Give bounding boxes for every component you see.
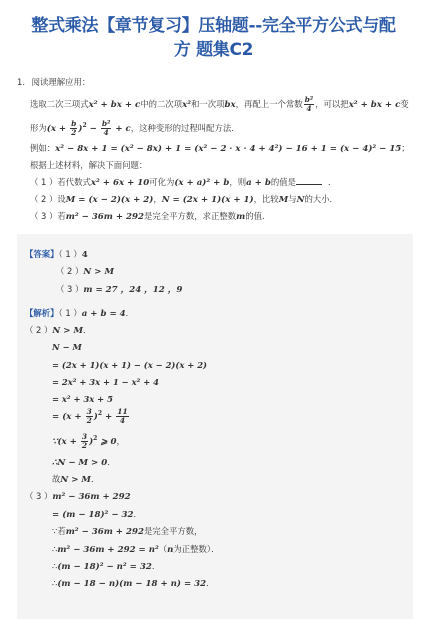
analysis-step: ∴(m − 18)² − n² = 32．	[52, 561, 161, 572]
question-lead: 1. 阅读理解应用：	[17, 77, 91, 87]
question-part-1: （ 1 ）若代数式x² + 6x + 10可化为(x + a)² + b，则a + b的值是 ．	[30, 177, 337, 188]
analysis-step: ∴N − M > 0．	[52, 457, 116, 468]
question-line-1: 选取二次三项式x² + bx + c中的二次项x²和一次项bx，再配上一个常数 $\frac{\text{b²}}{4}$ ，可以把x² + bx + c变	[30, 95, 409, 113]
question-line-4: 根据上述材料，解决下面问题：	[30, 160, 148, 170]
analysis-step: = (m − 18)² − 32．	[52, 509, 142, 520]
document-title	[0, 14, 427, 62]
analysis-step: ∵(x + $\frac{3}{2}$ )$^2$ ⩾ 0，	[52, 432, 125, 450]
title-line-1: 整式乘法【章节复习】压轴题--完全平方公式与配	[31, 16, 396, 36]
fraction: $\frac{\text{b²}}{4}$	[304, 95, 314, 113]
analysis-step: 故N > M．	[52, 474, 100, 485]
analysis-step: ∵若m² − 36m + 292是完全平方数，	[52, 526, 203, 537]
analysis-part-1: 【解析】（ 1 ）a + b = 4．	[25, 308, 135, 319]
analysis-step: = 2x² + 3x + 1 − x² + 4	[52, 377, 159, 387]
fraction: $\frac{3}{2}$	[81, 432, 88, 450]
analysis-step: = (2x + 1)(x + 1) − (x − 2)(x + 2)	[52, 360, 207, 370]
analysis-step: = x² + 3x + 5	[52, 394, 113, 404]
answer-part-2: （ 2 ）N > M	[56, 266, 114, 277]
fraction: $\frac{11}{4}$	[117, 407, 128, 425]
fraction: $\frac{3}{2}$	[86, 407, 92, 425]
question-part-3: （ 3 ）若m² − 36m + 292是完全平方数，求正整数m的值．	[30, 211, 271, 222]
answer-part-1: 【答案】（ 1 ）4	[25, 249, 88, 260]
fraction: $\frac{\text{b²}}{4}$	[101, 119, 111, 137]
question-line-2: 形为(x + $\frac{b}{2}$ )$^2$ − $\frac{\text{b²}}{4}$ + c，这种变形的过程叫配方法．	[30, 119, 240, 137]
answer-blank	[296, 176, 322, 185]
analysis-step: ∴m² − 36m + 292 = n²（n为正整数）．	[52, 544, 220, 555]
fraction: $\frac{b}{2}$	[71, 119, 77, 137]
analysis-part-2-heading: （ 2 ）N > M．	[25, 325, 92, 336]
answer-part-3: （ 3 ）m = 27 ，24 ，12 ，9	[56, 284, 183, 295]
analysis-step: N − M	[52, 342, 82, 352]
answer-panel	[17, 234, 413, 619]
analysis-tag: 【解析】	[25, 308, 59, 318]
analysis-step: = (x + $\frac{3}{2}$ )$^2$ + $\frac{11}{4}$	[52, 407, 128, 425]
title-line-2: 方 题集C2	[173, 40, 254, 60]
answer-tag: 【答案】	[25, 249, 59, 259]
analysis-step: ∴(m − 18 − n)(m − 18 + n) = 32．	[52, 578, 215, 589]
analysis-part-3-heading: （ 3 ）m² − 36m + 292	[25, 491, 131, 502]
question-part-2: （ 2 ）设M = (x − 2)(x + 2)，N = (2x + 1)(x + 1)，比较M与N的大小．	[30, 194, 338, 205]
question-line-3: 例如：x² − 8x + 1 = (x² − 8x) + 1 = (x² − 2 · x · 4 + 4²) − 16 + 1 = (x − 4)² − 15；	[30, 143, 410, 154]
